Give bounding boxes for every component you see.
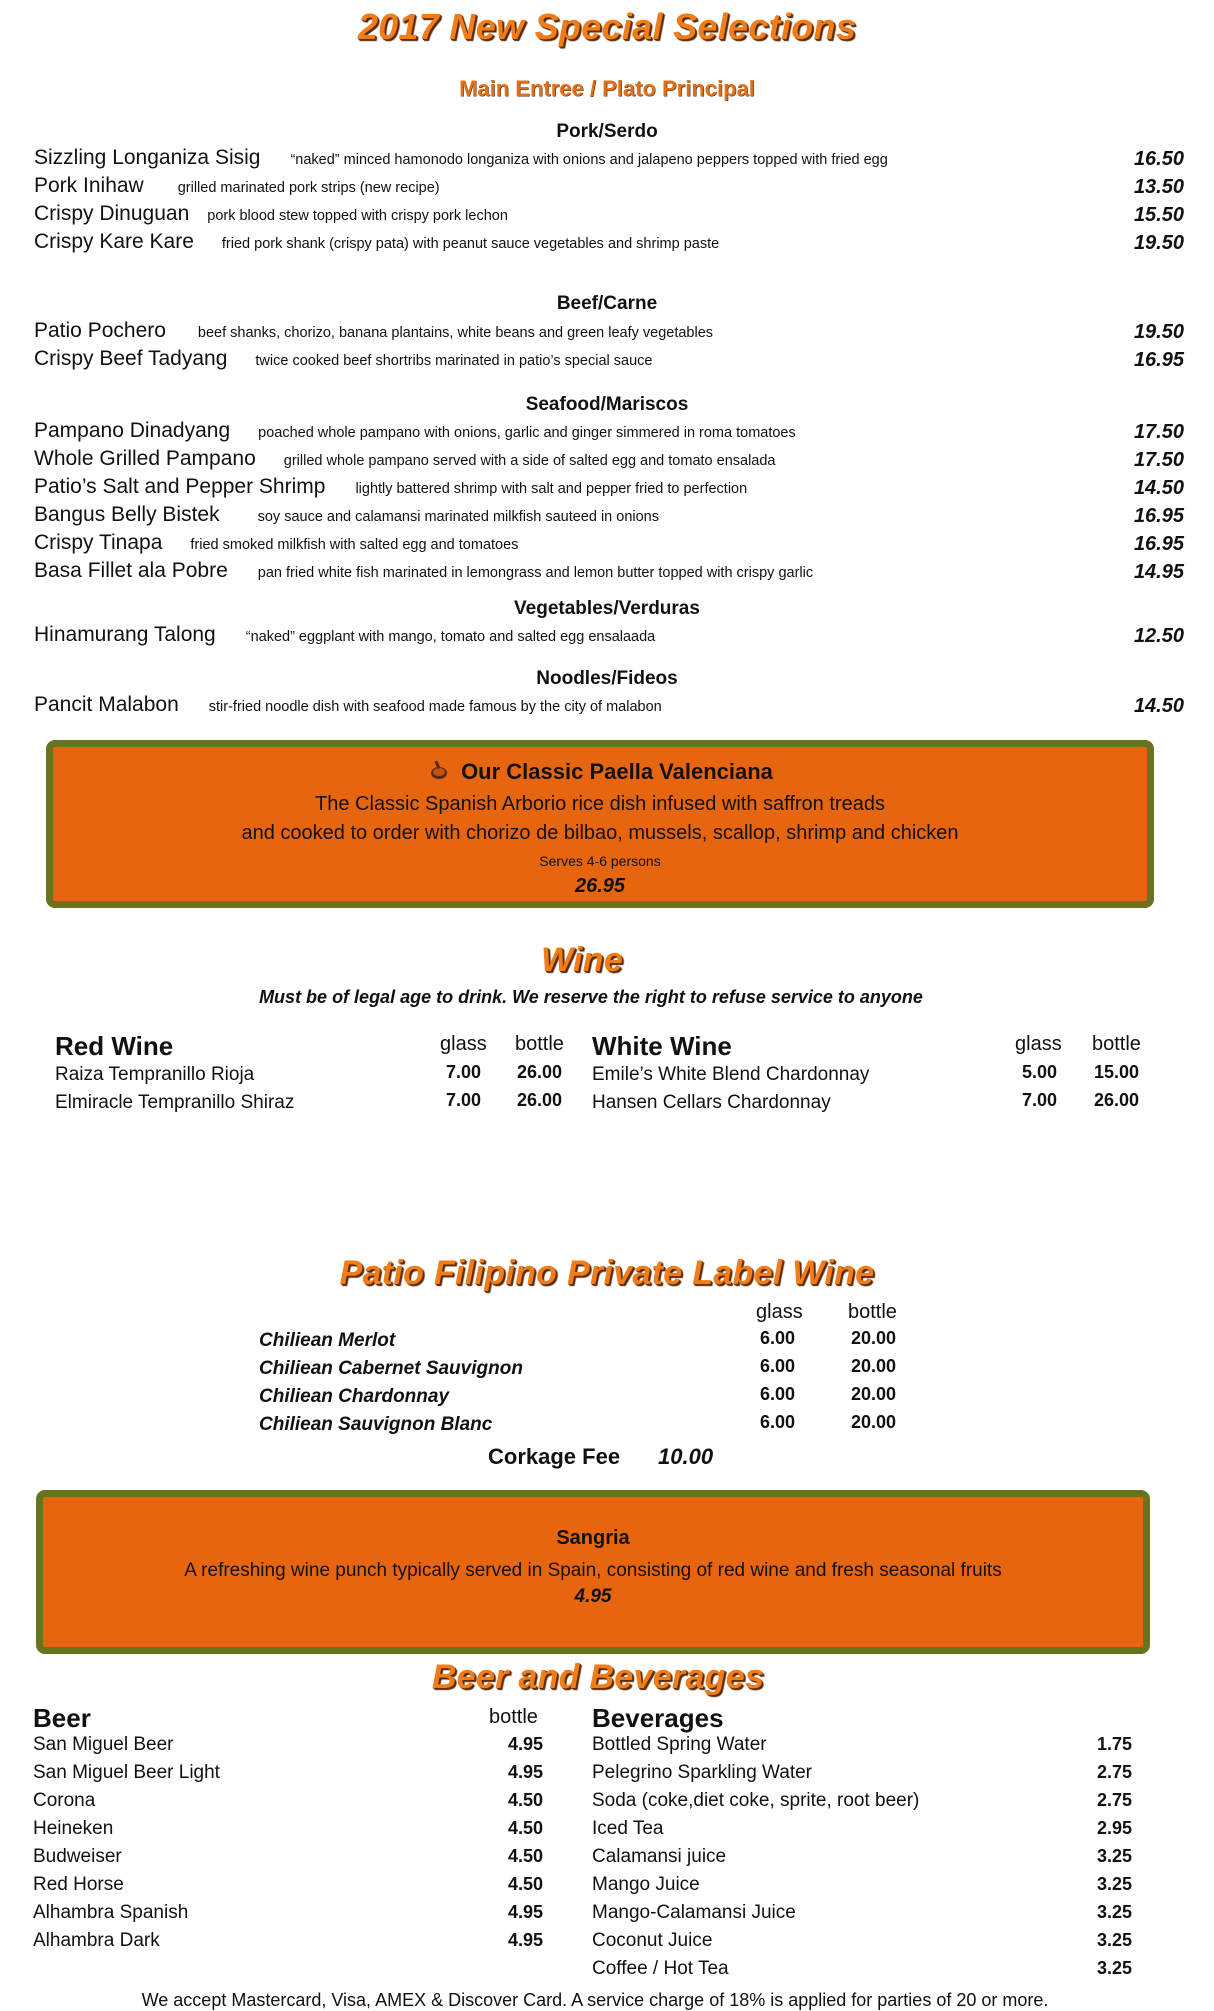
payment-footer: We accept Mastercard, Visa, AMEX & Discover Card. A service charge of 18% is applied for parties of 20 or more.	[141, 1990, 1049, 2010]
item-name: San Miguel Beer Light	[33, 1762, 220, 1783]
list-item	[33, 1874, 543, 1902]
item-name: Iced Tea	[592, 1818, 664, 1839]
list-item	[592, 1734, 1132, 1762]
item-price: 19.50	[1133, 321, 1184, 343]
list-item	[592, 1958, 1132, 1986]
item-description: fried smoked milkfish with salted egg and tomatoes	[190, 537, 519, 553]
beer-list	[33, 1734, 543, 1958]
wine-glass-price: 7.00	[446, 1062, 482, 1082]
item-price: 4.50	[507, 1846, 543, 1866]
private-wine-bottle-price: 20.00	[851, 1356, 897, 1376]
item-description: “naked” eggplant with mango, tomato and salted egg ensalaada	[245, 629, 656, 645]
item-name: Sizzling Longaniza Sisig	[34, 146, 261, 169]
item-price: 2.95	[1096, 1818, 1132, 1838]
sangria-description: A refreshing wine punch typically served in Spain, consisting of red wine and fresh seasonal fruits	[184, 1560, 1002, 1581]
category-heading-beef: Beef/Carne	[556, 293, 658, 314]
paella-title: Our Classic Paella Valenciana	[461, 759, 773, 784]
item-name: Alhambra Dark	[33, 1930, 160, 1951]
private-wine-name: Chiliean Merlot	[259, 1330, 396, 1351]
item-description: stir-fried noodle dish with seafood made famous by the city of malabon	[208, 699, 662, 715]
item-description: grilled marinated pork strips (new recipe)	[177, 180, 440, 196]
wine-section-title: Wine	[540, 941, 624, 979]
item-name: Calamansi juice	[592, 1846, 727, 1867]
paella-price: 26.95	[574, 875, 626, 897]
private-wine-name: Chiliean Sauvignon Blanc	[259, 1414, 493, 1435]
wine-bottle-price: 26.00	[517, 1090, 563, 1110]
item-description: soy sauce and calamansi marinated milkfish sauteed in onions	[257, 509, 659, 525]
item-name: Crispy Tinapa	[34, 531, 163, 554]
item-price: 17.50	[1133, 449, 1184, 471]
white-wine-bottle-header: bottle	[1092, 1033, 1141, 1055]
private-label-title: Patio Filipino Private Label Wine	[339, 1254, 875, 1292]
private-label-bottle-header: bottle	[848, 1301, 897, 1323]
red-wine-bottle-header: bottle	[515, 1033, 564, 1055]
beverages-section-title: Beer and Beverages	[431, 1658, 765, 1696]
item-name: Bangus Belly Bistek	[34, 503, 220, 526]
list-item	[33, 1902, 543, 1930]
item-description: “naked” minced hamonodo longaniza with onions and jalapeno peppers topped with fried egg	[290, 152, 888, 168]
wine-bottle-price: 26.00	[517, 1062, 563, 1082]
item-price: 3.25	[1096, 1902, 1132, 1922]
list-item	[33, 1734, 543, 1762]
item-name: Corona	[33, 1790, 96, 1811]
item-price: 16.95	[1133, 533, 1184, 555]
list-item	[592, 1762, 1132, 1790]
corkage-fee-label: Corkage Fee	[488, 1444, 621, 1469]
item-price: 3.25	[1096, 1958, 1132, 1978]
private-wine-name: Chiliean Cabernet Sauvignon	[259, 1358, 523, 1379]
item-price: 2.75	[1096, 1762, 1132, 1782]
list-item	[592, 1930, 1132, 1958]
category-heading-pork: Pork/Serdo	[556, 121, 658, 142]
item-price: 3.25	[1096, 1930, 1132, 1950]
wine-glass-price: 7.00	[1022, 1090, 1058, 1110]
item-price: 4.50	[507, 1874, 543, 1894]
page-title: 2017 New Special Selections	[357, 6, 857, 47]
item-name: Coffee / Hot Tea	[592, 1958, 729, 1979]
item-name: Crispy Dinuguan	[34, 202, 190, 225]
item-name: Crispy Kare Kare	[34, 230, 194, 253]
item-name: Patio’s Salt and Pepper Shrimp	[34, 475, 326, 498]
private-wine-bottle-price: 20.00	[851, 1412, 897, 1432]
beverages-list	[592, 1734, 1132, 1986]
menu-item	[34, 347, 1184, 375]
beer-bottle-header: bottle	[489, 1706, 538, 1728]
wine-item-name: Hansen Cellars Chardonnay	[592, 1092, 831, 1113]
beverages-heading: Beverages	[592, 1703, 724, 1733]
item-description: poached whole pampano with onions, garlic and ginger simmered in roma tomatoes	[258, 425, 796, 441]
wine-item-name: Emile’s White Blend Chardonnay	[592, 1064, 870, 1085]
item-name: Whole Grilled Pampano	[34, 447, 256, 470]
sangria-title: Sangria	[556, 1527, 630, 1549]
paella-serves: Serves 4-6 persons	[539, 853, 661, 869]
menu-item	[34, 419, 1184, 447]
item-name: Patio Pochero	[34, 319, 166, 342]
red-wine-glass-header: glass	[440, 1033, 487, 1055]
category-heading-seafood: Seafood/Mariscos	[525, 394, 689, 415]
item-name: Mango Juice	[592, 1874, 700, 1895]
item-price: 12.50	[1133, 625, 1184, 647]
item-price: 15.50	[1133, 204, 1184, 226]
category-heading-vegetables: Vegetables/Verduras	[514, 598, 700, 619]
item-name: Basa Fillet ala Pobre	[34, 559, 228, 582]
paella-pan-icon	[427, 759, 451, 789]
item-name: Pancit Malabon	[34, 693, 179, 716]
paella-title-row	[53, 759, 1147, 789]
menu-item	[34, 475, 1184, 503]
corkage-fee-price: 10.00	[658, 1444, 714, 1469]
item-name: San Miguel Beer	[33, 1734, 174, 1755]
item-price: 14.50	[1133, 695, 1184, 717]
item-name: Pelegrino Sparkling Water	[592, 1762, 813, 1783]
wine-bottle-price: 26.00	[1094, 1090, 1140, 1110]
item-name: Crispy Beef Tadyang	[34, 347, 228, 370]
item-price: 17.50	[1133, 421, 1184, 443]
item-price: 16.95	[1133, 349, 1184, 371]
list-item	[33, 1790, 543, 1818]
list-item	[33, 1930, 543, 1958]
item-price: 4.95	[507, 1930, 543, 1950]
menu-item	[34, 319, 1184, 347]
menu-item	[34, 447, 1184, 475]
item-price: 16.95	[1133, 505, 1184, 527]
red-wine-heading: Red Wine	[55, 1031, 174, 1061]
menu-item	[34, 623, 1184, 651]
item-price: 4.95	[507, 1902, 543, 1922]
item-price: 4.50	[507, 1790, 543, 1810]
item-name: Red Horse	[33, 1874, 124, 1895]
menu-item	[34, 559, 1184, 587]
item-name: Pampano Dinadyang	[34, 419, 231, 442]
list-item	[33, 1846, 543, 1874]
menu-item	[34, 174, 1184, 202]
menu-item	[34, 202, 1184, 230]
menu-item	[34, 693, 1184, 721]
private-wine-bottle-price: 20.00	[851, 1384, 897, 1404]
list-item	[33, 1818, 543, 1846]
item-name: Soda (coke,diet coke, sprite, root beer)	[592, 1790, 920, 1811]
item-description: pork blood stew topped with crispy pork lechon	[207, 208, 508, 224]
item-description: twice cooked beef shortribs marinated in patio’s special sauce	[255, 353, 653, 369]
wine-item-name: Raiza Tempranillo Rioja	[55, 1064, 255, 1085]
list-item	[592, 1902, 1132, 1930]
menu-item	[34, 146, 1184, 174]
sangria-price: 4.95	[574, 1586, 612, 1607]
item-name: Budweiser	[33, 1846, 122, 1867]
item-price: 3.25	[1096, 1874, 1132, 1894]
item-name: Heineken	[33, 1818, 114, 1839]
list-item	[33, 1762, 543, 1790]
wine-glass-price: 7.00	[446, 1090, 482, 1110]
paella-description-line-2: and cooked to order with chorizo de bilbao, mussels, scallop, shrimp and chicken	[241, 822, 959, 844]
private-wine-glass-price: 6.00	[760, 1412, 796, 1432]
private-wine-bottle-price: 20.00	[851, 1328, 897, 1348]
item-price: 3.25	[1096, 1846, 1132, 1866]
category-heading-noodles: Noodles/Fideos	[536, 668, 678, 689]
item-price: 19.50	[1133, 232, 1184, 254]
sangria-feature-box	[36, 1490, 1150, 1654]
item-name: Hinamurang Talong	[34, 623, 216, 646]
item-price: 4.95	[507, 1734, 543, 1754]
item-price: 13.50	[1133, 176, 1184, 198]
page-subtitle: Main Entree / Plato Principal	[459, 76, 755, 101]
list-item	[592, 1790, 1132, 1818]
private-wine-glass-price: 6.00	[760, 1356, 796, 1376]
list-item	[592, 1818, 1132, 1846]
white-wine-glass-header: glass	[1015, 1033, 1062, 1055]
item-name: Mango-Calamansi Juice	[592, 1902, 796, 1923]
menu-item	[34, 503, 1184, 531]
item-price: 4.50	[507, 1818, 543, 1838]
item-price: 14.50	[1133, 477, 1184, 499]
wine-bottle-price: 15.00	[1094, 1062, 1140, 1082]
wine-glass-price: 5.00	[1022, 1062, 1058, 1082]
paella-description-line-1: The Classic Spanish Arborio rice dish infused with saffron treads	[315, 793, 885, 815]
item-description: beef shanks, chorizo, banana plantains, white beans and green leafy vegetables	[197, 325, 714, 341]
item-description: lightly battered shrimp with salt and pepper fried to perfection	[355, 481, 748, 497]
item-description: grilled whole pampano served with a side of salted egg and tomato ensalada	[283, 453, 776, 469]
item-name: Bottled Spring Water	[592, 1734, 767, 1755]
item-price: 2.75	[1096, 1790, 1132, 1810]
list-item	[592, 1846, 1132, 1874]
menu-item	[34, 531, 1184, 559]
item-name: Coconut Juice	[592, 1930, 713, 1951]
item-description: fried pork shank (crispy pata) with peanut sauce vegetables and shrimp paste	[221, 236, 720, 252]
item-price: 14.95	[1133, 561, 1184, 583]
item-description: pan fried white fish marinated in lemongrass and lemon butter topped with crispy garlic	[257, 565, 814, 581]
item-price: 16.50	[1133, 148, 1184, 170]
private-label-glass-header: glass	[756, 1301, 803, 1323]
item-price: 4.95	[507, 1762, 543, 1782]
item-name: Pork Inihaw	[34, 174, 144, 197]
beer-heading: Beer	[33, 1703, 91, 1733]
wine-age-notice: Must be of legal age to drink. We reserve the right to refuse service to anyone	[259, 987, 923, 1007]
private-wine-name: Chiliean Chardonnay	[259, 1386, 450, 1407]
wine-item-name: Elmiracle Tempranillo Shiraz	[55, 1092, 295, 1113]
white-wine-heading: White Wine	[592, 1031, 732, 1061]
private-wine-glass-price: 6.00	[760, 1384, 796, 1404]
private-wine-glass-price: 6.00	[760, 1328, 796, 1348]
item-name: Alhambra Spanish	[33, 1902, 189, 1923]
paella-feature-box	[46, 740, 1154, 908]
item-price: 1.75	[1096, 1734, 1132, 1754]
list-item	[592, 1874, 1132, 1902]
menu-item	[34, 230, 1184, 258]
